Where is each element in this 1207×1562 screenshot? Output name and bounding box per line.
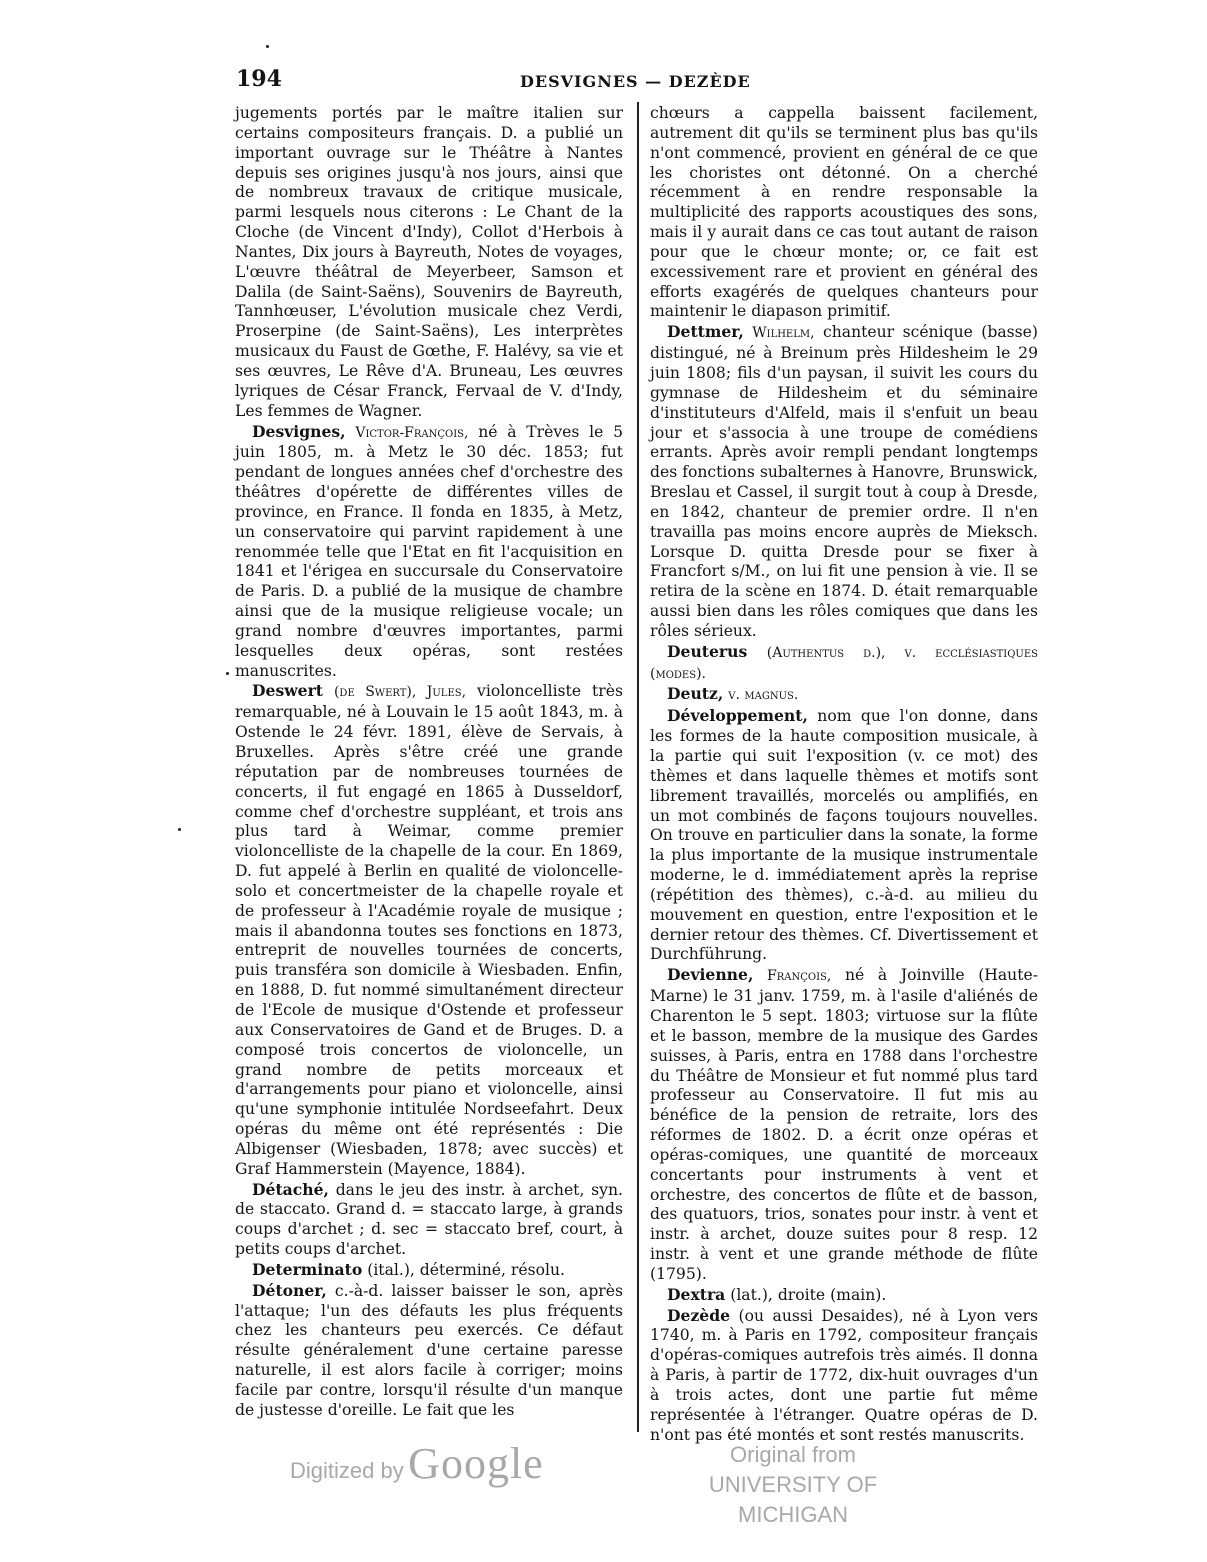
entry-desvignes bbox=[235, 422, 623, 682]
running-head: DESVIGNES — DEZÈDE bbox=[520, 72, 751, 91]
column-rule bbox=[637, 102, 639, 1432]
headword: Dezède bbox=[667, 1305, 731, 1325]
stray-dot bbox=[266, 45, 269, 48]
original-from-watermark bbox=[668, 1440, 918, 1530]
entry-dezede bbox=[650, 1306, 1038, 1446]
headword: Dettmer, bbox=[667, 322, 744, 342]
entry-text: nom que l'on donne, dans les formes de la haute composition musicale, à la partie qui suit l'exposition (v. ce mot) des thèmes et dans laquelle thèmes et motifs sont librement travaillés, morcelés ou amplifiés, en un mot combinés de façons toujours nouvelles. On trouve en particulier dans la sonate, la forme la plus importante de la musique instrumentale moderne, le d. immédiatement après la reprise (répétition des thèmes), c.-à-d. au milieu du mouvement en question, entre l'exposition et le dernier retour des thèmes. Cf. Divertissement et Durchführung. bbox=[650, 707, 1038, 964]
entry-name: Wilhelm, bbox=[752, 325, 815, 342]
entry-determinato bbox=[235, 1260, 623, 1281]
entry-detache bbox=[235, 1180, 623, 1260]
entry-name: Victor-François, bbox=[355, 424, 469, 441]
left-column bbox=[235, 104, 623, 1421]
headword: Devienne, bbox=[667, 965, 754, 985]
entry-text: violoncelliste très remarquable, né à Louvain le 15 août 1843, m. à Ostende le 24 févr. 1891, élève de Servais, à Bruxelles. Après s'être créé une grande réputation par de nombreuses tournées de concerts, il fut engagé en 1865 à Dusseldorf, comme chef d'orchestre suppléant, et trois ans plus tard à Weimar, comme premier violoncelliste de la chapelle de la cour. En 1869, D. fut appelé à Berlin en qualité de violoncelle-solo et concertmeister de la chapelle royale et de professeur à l'Académie royale de musique ; mais il abandonna toutes ses fonctions en 1873, entreprit de nouvelles tournées de concerts, puis transféra son domicile à Wiesbaden. Enfin, en 1888, D. fut nommé simultanément directeur de l'Ecole de musique d'Ostende et professeur aux Conservatoires de Gand et de Bruges. D. a composé trois concertos de violoncelle, un grand nombre de petits morceaux et d'arrangements pour piano et violoncelle, ainsi qu'une symphonie intitulée Nordseefahrt. Deux opéras du même ont été représentés : Die Albigenser (Wiesbaden, 1878; avec succès) et Graf Hammerstein (Mayence, 1884). bbox=[235, 682, 623, 1178]
headword: Détaché, bbox=[252, 1179, 329, 1199]
digitized-by-watermark bbox=[290, 1438, 544, 1489]
entry-text: (Authentus d.), v. ecclésiastiques (modes). bbox=[650, 644, 1038, 682]
entry-text: (lat.), droite (main). bbox=[730, 1285, 887, 1304]
original-from-label: Original from bbox=[730, 1442, 856, 1467]
digitized-by-label: Digitized by bbox=[290, 1458, 404, 1483]
entry-name: François, bbox=[767, 968, 832, 985]
entry-text: chanteur scénique (basse) distingué, né à Breinum près Hildesheim le 29 juin 1808; fils d'un paysan, il suivit les cours du gymnase de Hildesheim et du séminaire d'instituteurs d'Alfeld, mais il s'enfuit un beau jour et s'associa à une troupe de comédiens errants. Après avoir rempli pendant longtemps des fonctions subalternes à Hanovre, Brunswick, Breslau et Cassel, il surgit tout à coup à Dresde, en 1842, chanteur de premier ordre. Il n'en travailla pas moins encore auprès de Mieksch. Lorsque D. quitta Dresde pour se fixer à Francfort s/M., on lui fit une pension à vie. Il se retira de la scène en 1874. D. était remarquable aussi bien dans les rôles comiques que dans les rôles sérieux. bbox=[650, 323, 1038, 640]
entry-detoner bbox=[235, 1281, 623, 1421]
entry-deutz bbox=[650, 684, 1038, 706]
entry-text: c.-à-d. laisser baisser le son, après l'attaque; l'un des défauts les plus fréquents chez les chanteurs peu exercés. Ce défaut résulte généralement d'une certaine paresse naturelle, il est alors facile à corriger; moins facile par contre, lorsqu'il résulte d'un manque de justesse d'oreille. Le fait que les bbox=[235, 1281, 623, 1419]
page-number: 194 bbox=[236, 66, 282, 92]
headword: Développement, bbox=[667, 706, 808, 726]
headword: Dextra bbox=[667, 1284, 726, 1304]
headword: Deswert bbox=[252, 681, 323, 701]
entry-text: dans le jeu des instr. à archet, syn. de staccato. Grand d. = staccato large, à grands coups d'archet ; d. sec = staccato bref, court, à petits coups d'archet. bbox=[235, 1180, 623, 1259]
headword: Deuterus bbox=[667, 641, 748, 661]
google-logo: Google bbox=[408, 1439, 544, 1488]
institution-label: UNIVERSITY OF MICHIGAN bbox=[708, 1472, 878, 1527]
entry-name: (de Swert), Jules, bbox=[333, 684, 467, 701]
entry-dettmer bbox=[650, 322, 1038, 642]
headword: Détoner, bbox=[252, 1280, 327, 1300]
entry-devienne bbox=[650, 965, 1038, 1285]
entry-deuterus bbox=[650, 642, 1038, 685]
entry-continuation: jugements portés par le maître italien sur certains compositeurs français. D. a publié un important ouvrage sur le Théâtre à Nantes depuis ses origines jusqu'à nos jours, ainsi que de nombreux travaux de critique musicale, parmi lesquels nous citerons : Le Chant de la Cloche (de Vincent d'Indy), Collot d'Herbois à Nantes, Dix jours à Bayreuth, Notes de voyages, L'œuvre théâtral de Meyerbeer, Samson et Dalila (de Saint-Saëns), Souvenirs de Bayreuth, Tannhœuser, L'évolution musicale chez Verdi, Proserpine (de Saint-Saëns), Les interprètes musicaux du Faust de Gœthe, F. Halévy, sa vie et ses œuvres, Le Rêve d'A. Bruneau, Les œuvres lyriques de César Franck, Fervaal de V. d'Indy, Les femmes de Wagner. bbox=[235, 104, 623, 420]
entry-continuation: chœurs a cappella baissent facilement, autrement dit qu'ils se terminent plus bas qu'ils n'ont commencé, provient en général de ce que les choristes ont détonné. On a cherché récemment à en rendre responsable la multiplicité des rapports acoustiques des sons, mais il y aurait dans ce cas tout autant de raison pour que le chœur monte; or, ce fait est excessivement rare et provient en général des efforts exagérés de quelques chanteurs pour maintenir le diapason primitif. bbox=[650, 104, 1038, 321]
entry-deswert bbox=[235, 681, 623, 1179]
headword: Determinato bbox=[252, 1259, 363, 1279]
entry-developpement bbox=[650, 706, 1038, 965]
entry-text: né à Trèves le 5 juin 1805, m. à Metz le 30 déc. 1853; fut pendant de longues années chef d'orchestre des théâtres d'opérette de différentes villes de province, en France. Il fonda en 1835, à Metz, un conservatoire qui parvint rapidement à une renommée telle que l'Etat en fit l'acquisition en 1841 et l'érigea en succursale du Conservatoire de Paris. D. a publié de la musique de chambre ainsi que de la musique religieuse vocale; un grand nombre d'œuvres importantes, parmi lesquelles deux opéras, sont restées manuscrites. bbox=[235, 422, 624, 680]
entry-text: né à Joinville (Haute-Marne) le 31 janv. 1759, m. à l'asile d'aliénés de Charenton le 5 sept. 1803; virtuose sur la flûte et le basson, membre de la musique des Gardes suisses, à Paris, entra en 1788 dans l'orchestre du Théâtre de Monsieur et fut nommé plus tard professeur au Conservatoire. Il fut mis au bénéfice de la pension de retraite, lors des réformes de 1802. D. a écrit onze opéras et opéras-comiques, une quantité de morceaux concertants pour instruments à vent et orchestre, des concertos de flûte et de basson, des quatuors, trios, sonates pour instr. à vent et instr. à archet, douze suites pour 8 resp. 12 instr. à vent et une grande méthode de flûte (1795). bbox=[650, 966, 1038, 1283]
entry-text: (ital.), déterminé, résolu. bbox=[367, 1260, 565, 1279]
right-column bbox=[650, 104, 1038, 1446]
headword: Deutz, bbox=[667, 684, 724, 704]
entry-dextra bbox=[650, 1285, 1038, 1306]
entry-text: (ou aussi Desaides), né à Lyon vers 1740, m. à Paris en 1792, compositeur français d'opéras-comiques autrefois très aimés. Il donna à Paris, à partir de 1772, dix-huit ouvrages d'un à trois actes, dont une partie fut même représentée à l'étranger. Quatre opéras de D. n'ont pas été montés et sont restés manuscrits. bbox=[650, 1306, 1038, 1444]
headword: Desvignes, bbox=[252, 421, 346, 441]
stray-dot bbox=[178, 828, 181, 831]
stray-dot bbox=[226, 672, 229, 675]
entry-text: v. magnus. bbox=[728, 687, 799, 704]
